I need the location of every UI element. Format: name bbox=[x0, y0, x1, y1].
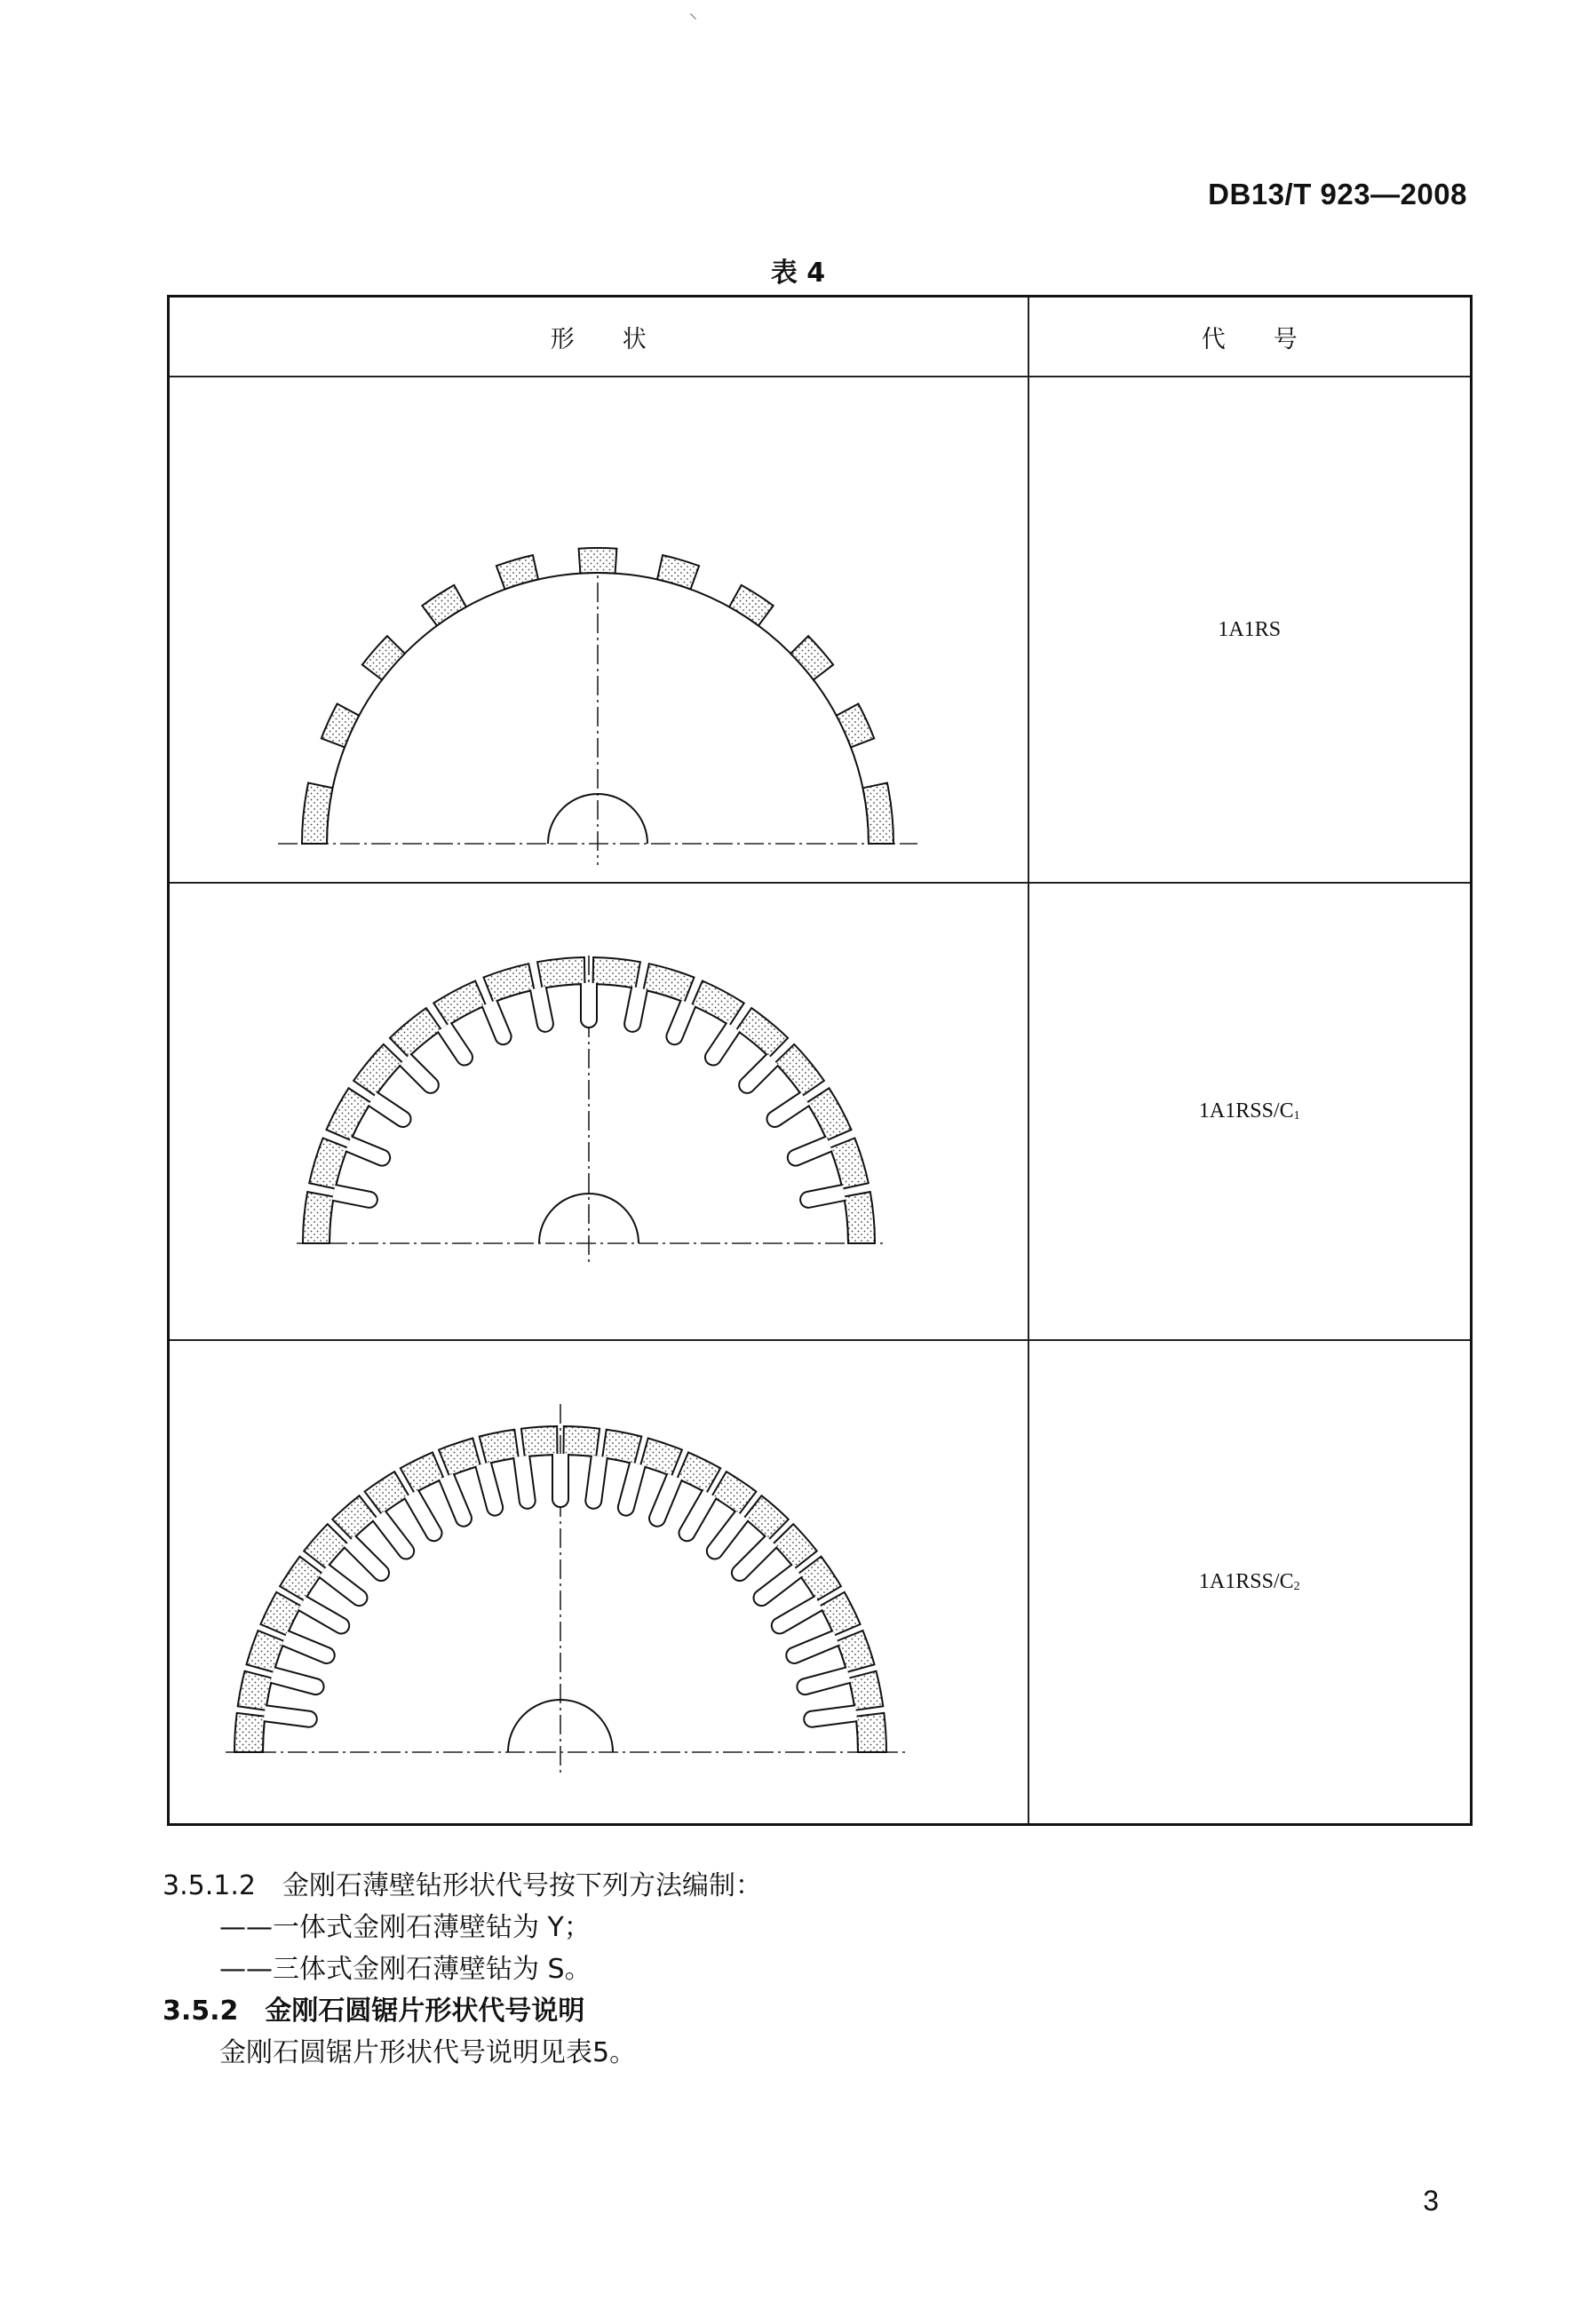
cooling-slot bbox=[475, 1462, 503, 1515]
diamond-segment bbox=[593, 957, 640, 988]
cooling-slot bbox=[707, 1511, 749, 1559]
cooling-slot bbox=[270, 1667, 323, 1694]
cooling-slot bbox=[332, 1185, 377, 1208]
code-cell bbox=[1028, 883, 1472, 1340]
column-header-shape: 形 状 bbox=[169, 297, 1028, 377]
diamond-segment bbox=[744, 1496, 789, 1540]
cooling-slot bbox=[319, 1564, 367, 1606]
clause-title: 金刚石圆锯片形状代号说明 bbox=[265, 1996, 585, 2027]
table-row bbox=[169, 1340, 1472, 1824]
clause-number: 3.5.2 bbox=[163, 1996, 239, 2027]
body-text bbox=[163, 1865, 1450, 2074]
diamond-segment bbox=[260, 1592, 301, 1636]
cooling-slot bbox=[439, 1473, 472, 1527]
cooling-slot bbox=[797, 1667, 850, 1694]
diamond-segment bbox=[303, 1192, 334, 1243]
diamond-segment bbox=[322, 704, 360, 748]
diamond-segment bbox=[863, 783, 894, 845]
diamond-segment bbox=[736, 1008, 788, 1057]
diamond-segment bbox=[806, 1088, 851, 1140]
diamond-segment bbox=[640, 1438, 682, 1476]
diamond-segment bbox=[304, 1524, 348, 1568]
shape-code: 1A1RSS/C bbox=[1198, 1569, 1294, 1593]
shape-code-subscript: 2 bbox=[1293, 1579, 1300, 1593]
cooling-slot bbox=[282, 1631, 335, 1663]
table-row bbox=[169, 883, 1472, 1340]
paragraph: 金刚石圆锯片形状代号说明见表5。 bbox=[219, 2037, 637, 2068]
diamond-segment bbox=[332, 1496, 377, 1540]
diamond-segment bbox=[692, 981, 744, 1026]
cooling-slot bbox=[624, 987, 647, 1032]
shape-code-subscript: 1 bbox=[1293, 1109, 1300, 1123]
diamond-segment bbox=[353, 1044, 402, 1096]
diamond-segment bbox=[309, 1139, 347, 1189]
shape-cell bbox=[169, 1340, 1028, 1824]
diamond-segment bbox=[247, 1631, 285, 1672]
cooling-slot bbox=[788, 1137, 832, 1166]
cooling-slot bbox=[482, 1000, 512, 1044]
cooling-slot bbox=[739, 1054, 778, 1093]
saw-blade-drawing-2 bbox=[170, 885, 1026, 1338]
shape-code-table bbox=[167, 295, 1473, 1826]
cooling-slot bbox=[732, 1535, 777, 1581]
cooling-slot bbox=[552, 1454, 568, 1507]
diamond-segment bbox=[773, 1524, 817, 1568]
diamond-segment bbox=[484, 964, 535, 1002]
cooling-slot bbox=[800, 1185, 846, 1208]
diamond-segment bbox=[790, 636, 833, 679]
diamond-segment bbox=[238, 1670, 273, 1710]
cooling-slot bbox=[581, 983, 597, 1028]
diamond-segment bbox=[657, 555, 699, 589]
table-title: 表 4 bbox=[770, 258, 826, 289]
diamond-segment bbox=[480, 1429, 519, 1464]
clause-3-5-1-2: 3.5.1.2 金刚石薄壁钻形状代号按下列方法编制： bbox=[163, 1870, 762, 1901]
diamond-segment bbox=[837, 704, 875, 748]
diamond-segment bbox=[422, 585, 466, 626]
table-header-row bbox=[169, 297, 1472, 377]
diamond-segment bbox=[390, 1008, 441, 1057]
cooling-slot bbox=[772, 1596, 823, 1633]
list-item: ——三体式金刚石薄壁钻为 S。 bbox=[219, 1954, 592, 1985]
shape-code: 1A1RS bbox=[1218, 617, 1282, 641]
cooling-slot bbox=[766, 1092, 809, 1127]
cooling-slot bbox=[618, 1462, 646, 1515]
list-item: ——一体式金刚石薄壁钻为 Y； bbox=[219, 1912, 591, 1943]
cooling-slot bbox=[786, 1631, 839, 1663]
cooling-slot bbox=[666, 1000, 695, 1044]
diamond-segment bbox=[602, 1429, 641, 1464]
cooling-slot bbox=[400, 1054, 439, 1093]
cooling-slot bbox=[264, 1705, 317, 1727]
cooling-slot bbox=[438, 1022, 472, 1065]
column-header-code: 代 号 bbox=[1028, 297, 1472, 377]
diamond-segment bbox=[830, 1139, 869, 1189]
cooling-slot bbox=[754, 1564, 802, 1606]
cooling-slot bbox=[585, 1455, 607, 1508]
code-cell bbox=[1028, 377, 1472, 883]
cooling-slot bbox=[344, 1535, 389, 1581]
diamond-segment bbox=[496, 555, 538, 589]
diamond-segment bbox=[365, 1472, 409, 1514]
cooling-slot bbox=[679, 1489, 717, 1541]
diamond-segment bbox=[362, 636, 405, 679]
diamond-segment bbox=[844, 1192, 875, 1243]
page-number: 3 bbox=[1423, 2185, 1439, 2217]
diamond-segment bbox=[712, 1472, 757, 1514]
diamond-segment bbox=[729, 585, 774, 626]
cooling-slot bbox=[513, 1455, 536, 1508]
shape-cell bbox=[169, 883, 1028, 1340]
diamond-segment bbox=[433, 981, 486, 1026]
diamond-segment bbox=[327, 1088, 371, 1140]
diamond-segment bbox=[677, 1452, 720, 1493]
diamond-segment bbox=[280, 1556, 322, 1600]
diamond-segment bbox=[856, 1713, 886, 1752]
cooling-slot bbox=[705, 1022, 740, 1065]
document-code: DB13/T 923—2008 bbox=[1208, 178, 1467, 210]
diamond-segment bbox=[439, 1438, 480, 1476]
diamond-segment bbox=[837, 1631, 875, 1672]
diamond-segment bbox=[234, 1713, 265, 1752]
shape-cell bbox=[169, 377, 1028, 883]
cooling-slot bbox=[345, 1137, 390, 1166]
diamond-segment bbox=[820, 1592, 861, 1636]
saw-blade-drawing-3 bbox=[170, 1342, 1026, 1822]
cooling-slot bbox=[404, 1489, 441, 1541]
cooling-slot bbox=[298, 1596, 350, 1633]
diamond-segment bbox=[537, 957, 584, 988]
clause-3-5-2-heading bbox=[163, 1990, 1450, 2032]
scan-mark: ⸌ bbox=[689, 11, 697, 29]
code-cell bbox=[1028, 1340, 1472, 1824]
diamond-segment bbox=[775, 1044, 824, 1096]
diamond-segment bbox=[798, 1556, 841, 1600]
shape-code: 1A1RSS/C bbox=[1198, 1099, 1294, 1123]
diamond-segment bbox=[644, 964, 695, 1002]
cooling-slot bbox=[530, 987, 553, 1032]
cooling-slot bbox=[368, 1092, 410, 1127]
diamond-segment bbox=[302, 783, 333, 845]
diamond-segment bbox=[849, 1670, 884, 1710]
diamond-segment bbox=[521, 1426, 558, 1456]
saw-blade-drawing-1 bbox=[170, 378, 1026, 881]
cooling-slot bbox=[372, 1511, 414, 1559]
table-row bbox=[169, 377, 1472, 883]
cooling-slot bbox=[649, 1473, 682, 1527]
diamond-segment bbox=[579, 548, 617, 574]
diamond-segment bbox=[564, 1426, 600, 1456]
cooling-slot bbox=[804, 1705, 857, 1727]
diamond-segment bbox=[401, 1452, 444, 1493]
